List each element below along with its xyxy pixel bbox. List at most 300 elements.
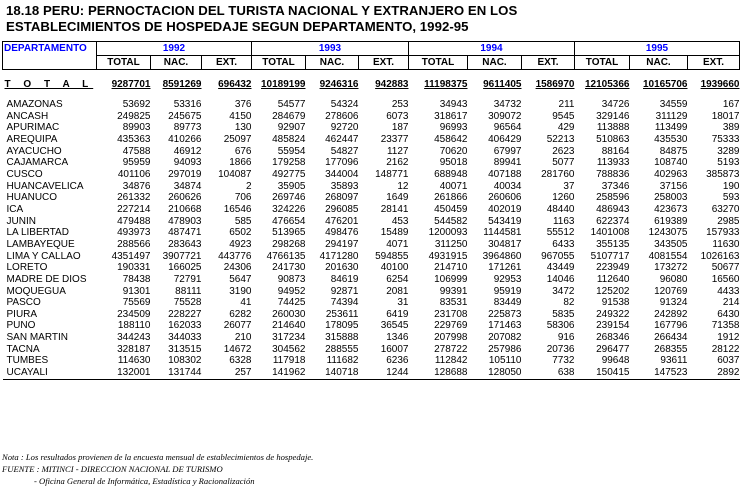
table-cell: 268097 (325, 192, 359, 204)
table-cell: 313515 (168, 343, 202, 355)
table-cell: 190 (722, 180, 740, 192)
table-cell: 261866 (434, 192, 468, 204)
table-cell: 688948 (434, 168, 468, 180)
table-cell: 453 (391, 215, 409, 227)
source-office-text: - Oficina General de Informática, Estadística y Racionalización (34, 476, 255, 486)
table-row (3, 99, 740, 111)
table-cell: 487471 (168, 227, 202, 239)
table-cell: 4766135 (266, 250, 306, 262)
table-cell: 92953 (493, 273, 522, 285)
table-cell: 498476 (325, 227, 359, 239)
table-cell: 916 (557, 332, 575, 344)
table-cell: 513965 (272, 227, 306, 239)
table-cell: 37 (563, 180, 575, 192)
table-cell: 443776 (218, 250, 252, 262)
table-cell: 304562 (272, 343, 306, 355)
table-cell: 201630 (325, 262, 359, 274)
table-cell: 317234 (272, 332, 306, 344)
table-cell: 1200093 (428, 227, 468, 239)
table-cell: 31 (397, 297, 409, 309)
table-cell: 402019 (488, 203, 522, 215)
department-header: DEPARTAMENTO (3, 42, 97, 70)
table-cell: 148771 (375, 168, 409, 180)
table-cell: 1163 (552, 215, 575, 227)
table-cell: 210668 (168, 203, 202, 215)
table-cell: 3964860 (482, 250, 522, 262)
table-cell: 288566 (117, 238, 151, 250)
column-header-nac: NAC. (306, 56, 359, 70)
total-label: T O T A L (4, 79, 94, 90)
table-cell: 315888 (325, 332, 359, 344)
table-cell: 6502 (229, 227, 252, 239)
table-row (3, 309, 740, 321)
table-row (3, 169, 740, 181)
table-cell: 34874 (173, 180, 202, 192)
table-cell: 132001 (97, 367, 151, 379)
table-cell: 241730 (272, 262, 306, 274)
total-value: 1939660 (700, 79, 740, 90)
table-cell: 4071 (386, 238, 409, 250)
table-cell: 268355 (654, 343, 688, 355)
table-row (3, 157, 740, 169)
table-cell: 967055 (541, 250, 575, 262)
department-name: CUSCO (6, 168, 43, 180)
table-cell: 34559 (659, 99, 688, 110)
table-cell: 288555 (325, 343, 359, 355)
table-cell: 543419 (488, 215, 522, 227)
table-cell: 16546 (223, 203, 252, 215)
table-cell: 140718 (306, 367, 359, 379)
table-cell: 227214 (117, 203, 151, 215)
table-cell: 106999 (434, 273, 468, 285)
table-cell: 12 (397, 180, 409, 192)
table-cell: 54324 (330, 99, 359, 110)
table-cell: 638 (522, 367, 575, 379)
table-cell: 593 (722, 192, 740, 204)
total-value: 9611405 (483, 79, 522, 90)
table-cell: 28122 (711, 343, 740, 355)
department-name: UCAYALI (3, 367, 97, 379)
column-header-nac: NAC. (151, 56, 202, 70)
table-cell: 223949 (596, 262, 630, 274)
table-cell: 294197 (325, 238, 359, 250)
table-cell: 429 (557, 122, 575, 134)
table-cell: 84875 (659, 145, 688, 157)
table-cell: 510863 (596, 133, 630, 145)
table-cell: 125202 (596, 285, 630, 297)
table-cell: 171463 (488, 320, 522, 332)
table-cell: 166025 (168, 262, 202, 274)
table-cell: 324226 (272, 203, 306, 215)
table-cell: 53316 (173, 99, 202, 110)
table-cell: 75528 (173, 297, 202, 309)
table-cell: 249322 (596, 308, 630, 320)
table-cell: 157933 (706, 227, 740, 239)
table-cell: 462447 (325, 133, 359, 145)
table-cell: 355135 (596, 238, 630, 250)
table-cell: 50677 (711, 262, 740, 274)
table-cell: 458642 (434, 133, 468, 145)
table-cell: 40034 (493, 180, 522, 192)
table-cell: 16007 (380, 343, 409, 355)
table-cell: 78438 (122, 273, 151, 285)
department-name: LA LIBERTAD (6, 227, 69, 239)
table-cell: 479488 (117, 215, 151, 227)
table-cell: 130 (234, 122, 252, 134)
table-cell: 141962 (252, 367, 306, 379)
table-cell: 344243 (117, 332, 151, 344)
table-cell: 239154 (596, 320, 630, 332)
table-cell: 83449 (493, 297, 522, 309)
table-cell: 75569 (122, 297, 151, 309)
table-cell: 92871 (330, 285, 359, 297)
table-cell: 2162 (386, 157, 409, 169)
table-row (3, 146, 740, 158)
table-row (3, 344, 740, 356)
footnotes (2, 451, 313, 487)
column-header-nac: NAC. (630, 56, 688, 70)
table-cell: 94952 (277, 285, 306, 297)
column-header-ext: EXT. (688, 56, 740, 70)
table-cell: 253 (391, 99, 409, 110)
table-cell: 344033 (168, 332, 202, 344)
table-cell: 96564 (493, 122, 522, 134)
table-cell: 245675 (168, 110, 202, 122)
table-cell: 95018 (439, 157, 468, 169)
table-cell: 6037 (717, 355, 740, 367)
table-cell: 261332 (117, 192, 151, 204)
table-cell: 99391 (439, 285, 468, 297)
table-row (3, 286, 740, 298)
table-cell: 167 (722, 99, 740, 110)
table-cell: 402963 (654, 168, 688, 180)
table-cell: 91301 (122, 285, 151, 297)
table-cell: 34726 (601, 99, 630, 110)
table-cell: 35893 (330, 180, 359, 192)
table-cell: 171261 (488, 262, 522, 274)
table-cell: 6254 (386, 273, 409, 285)
table-cell: 4931915 (428, 250, 468, 262)
table-cell: 46912 (173, 145, 202, 157)
table-cell: 284679 (272, 110, 306, 122)
year-header-1992: 1992 (97, 42, 252, 56)
table-cell: 24306 (223, 262, 252, 274)
department-name: LORETO (6, 262, 48, 274)
table-row (3, 320, 740, 332)
table-cell: 14672 (223, 343, 252, 355)
table-cell: 234509 (117, 308, 151, 320)
table-cell: 70620 (439, 145, 468, 157)
table-cell: 329146 (596, 110, 630, 122)
table-row (3, 367, 740, 379)
table-cell: 82 (563, 297, 575, 309)
total-value: 11198375 (424, 79, 468, 90)
table-cell: 266434 (654, 332, 688, 344)
table-cell: 3289 (717, 145, 740, 157)
table-cell: 34732 (493, 99, 522, 110)
table-cell: 249825 (117, 110, 151, 122)
total-value: 942883 (375, 79, 409, 90)
table-cell: 304817 (488, 238, 522, 250)
table-cell: 2081 (386, 285, 409, 297)
table-cell: 435530 (654, 133, 688, 145)
table-cell: 1260 (552, 192, 575, 204)
table-cell: 2985 (717, 215, 740, 227)
table-cell: 35905 (277, 180, 306, 192)
table-cell: 74425 (277, 297, 306, 309)
department-name: JUNIN (6, 215, 36, 227)
table-cell: 91538 (601, 297, 630, 309)
table-cell: 343505 (654, 238, 688, 250)
table-cell: 389 (722, 122, 740, 134)
table-cell: 84619 (330, 273, 359, 285)
table-cell: 788836 (596, 168, 630, 180)
table-cell: 4351497 (111, 250, 151, 262)
table-cell: 55954 (277, 145, 306, 157)
table-cell: 88164 (601, 145, 630, 157)
table-cell: 25097 (223, 133, 252, 145)
table-cell: 96080 (659, 273, 688, 285)
table-cell: 52213 (546, 133, 575, 145)
table-cell: 128050 (468, 367, 522, 379)
department-name: TUMBES (6, 355, 49, 367)
table-cell: 53692 (122, 99, 151, 110)
table-row (3, 355, 740, 367)
table-cell: 20736 (546, 343, 575, 355)
table-cell: 92907 (277, 122, 306, 134)
table-cell: 11630 (712, 238, 740, 250)
department-name: LAMBAYEQUE (6, 238, 75, 250)
table-cell: 91324 (659, 297, 688, 309)
table-cell: 105110 (488, 355, 522, 367)
table-cell: 112640 (596, 273, 630, 285)
department-name: APURIMAC (6, 122, 60, 134)
column-header-nac: NAC. (468, 56, 522, 70)
table-cell: 34876 (122, 180, 151, 192)
table-cell: 114630 (117, 355, 151, 367)
table-row (3, 192, 740, 204)
department-name: CAJAMARCA (6, 157, 69, 169)
total-row (3, 77, 740, 92)
table-cell: 94093 (173, 157, 202, 169)
header-separator (3, 70, 740, 78)
table-cell: 43449 (546, 262, 575, 274)
table-cell: 173272 (654, 262, 688, 274)
header-row-years (3, 42, 740, 56)
table-cell: 1144581 (483, 227, 522, 239)
table-cell: 89773 (173, 122, 202, 134)
total-value: 12105366 (585, 79, 630, 90)
table-row (3, 204, 740, 216)
table-cell: 278606 (325, 110, 359, 122)
table-cell: 6073 (386, 110, 409, 122)
table-cell: 5647 (229, 273, 252, 285)
table-cell: 493973 (117, 227, 151, 239)
table-cell: 67997 (493, 145, 522, 157)
table-cell: 26077 (223, 320, 252, 332)
total-value: 8591269 (162, 79, 202, 90)
total-value: 10165706 (643, 79, 688, 90)
table-cell: 9545 (552, 110, 575, 122)
source-text: FUENTE : MITINCI - DIRECCION NACIONAL DE TURISMO (2, 464, 223, 474)
table-row (3, 251, 740, 263)
table-cell: 476654 (272, 215, 306, 227)
table-cell: 113888 (596, 122, 630, 134)
table-cell: 41 (240, 297, 252, 309)
table-cell: 108302 (168, 355, 202, 367)
year-header-1993: 1993 (252, 42, 409, 56)
table-cell: 6236 (386, 355, 409, 367)
table-cell: 95919 (493, 285, 522, 297)
table-cell: 117918 (272, 355, 306, 367)
table-cell: 210 (234, 332, 252, 344)
table-cell: 4150 (229, 110, 252, 122)
table-cell: 1866 (229, 157, 252, 169)
year-header-1995: 1995 (575, 42, 740, 56)
table-cell: 16560 (711, 273, 740, 285)
table-cell: 401106 (117, 168, 151, 180)
table-cell: 622374 (596, 215, 630, 227)
table-cell: 257986 (488, 343, 522, 355)
table-cell: 214640 (272, 320, 306, 332)
table-cell: 385873 (706, 168, 740, 180)
table-cell: 178095 (325, 320, 359, 332)
table-cell: 585 (234, 215, 252, 227)
table-cell: 58306 (546, 320, 575, 332)
table-cell: 104087 (218, 168, 252, 180)
table-cell: 1244 (359, 367, 409, 379)
table-row (3, 262, 740, 274)
table-cell: 211 (558, 99, 575, 110)
table-cell: 478903 (168, 215, 202, 227)
table-cell: 407188 (488, 168, 522, 180)
table-cell: 423673 (654, 203, 688, 215)
table-title (6, 3, 517, 35)
table-cell: 108740 (654, 157, 688, 169)
table-cell: 311250 (434, 238, 468, 250)
title-line-1: 18.18 PERU: PERNOCTACION DEL TURISTA NACIONAL Y EXTRANJERO EN LOS (6, 3, 518, 18)
table-cell: 99648 (601, 355, 630, 367)
department-name: LIMA Y CALLAO (6, 250, 81, 262)
table-cell: 311129 (655, 110, 688, 122)
table-cell: 207082 (488, 332, 522, 344)
table-cell: 113933 (596, 157, 630, 169)
department-name: MADRE DE DIOS (6, 273, 87, 285)
table-cell: 55512 (546, 227, 575, 239)
table-cell: 83531 (439, 297, 468, 309)
table-cell: 214710 (434, 262, 468, 274)
table-cell: 96993 (439, 122, 468, 134)
header-row-columns (3, 56, 740, 70)
table-cell: 3190 (229, 285, 252, 297)
table-cell: 435363 (117, 133, 151, 145)
table-cell: 128688 (409, 367, 468, 379)
table-row (3, 332, 740, 344)
table-cell: 28141 (380, 203, 409, 215)
table-cell: 75333 (711, 133, 740, 145)
table-cell: 450459 (434, 203, 468, 215)
table-cell: 406429 (488, 133, 522, 145)
table-cell: 18017 (711, 110, 740, 122)
table-cell: 485824 (272, 133, 306, 145)
total-value: 696432 (218, 79, 252, 90)
table-cell: 15489 (380, 227, 409, 239)
table-cell: 298268 (272, 238, 306, 250)
department-name: HUANCAVELICA (6, 180, 84, 192)
table-cell: 3472 (552, 285, 575, 297)
table-cell: 225873 (488, 308, 522, 320)
table-cell: 89941 (493, 157, 522, 169)
table-row (3, 274, 740, 286)
table-row (3, 297, 740, 309)
table-cell: 89903 (122, 122, 151, 134)
table-row (3, 134, 740, 146)
table-cell: 278722 (434, 343, 468, 355)
table-row (3, 227, 740, 239)
department-name: SAN MARTIN (6, 332, 68, 344)
table-cell: 260626 (168, 192, 202, 204)
table-cell: 328187 (117, 343, 151, 355)
column-header-ext: EXT. (202, 56, 252, 70)
table-cell: 6430 (717, 308, 740, 320)
table-cell: 1401008 (590, 227, 630, 239)
table-cell: 72791 (173, 273, 202, 285)
table-cell: 706 (234, 192, 252, 204)
table-cell: 318617 (434, 110, 468, 122)
table-cell: 5077 (552, 157, 575, 169)
table-cell: 4433 (717, 285, 740, 297)
table-cell: 258003 (654, 192, 688, 204)
table-cell: 187 (391, 122, 409, 134)
table-cell: 90873 (277, 273, 306, 285)
table-cell: 492775 (272, 168, 306, 180)
total-value: 9246316 (319, 79, 359, 90)
table-cell: 95959 (122, 157, 151, 169)
department-name: PIURA (6, 308, 38, 320)
table-cell: 258596 (596, 192, 630, 204)
table-cell: 242892 (654, 308, 688, 320)
spacer-row (3, 92, 740, 99)
column-header-ext: EXT. (359, 56, 409, 70)
table-cell: 2 (245, 180, 252, 192)
table-cell: 283643 (168, 238, 202, 250)
table-row (3, 111, 740, 123)
table-cell: 6433 (552, 238, 575, 250)
table-cell: 544582 (434, 215, 468, 227)
table-cell: 131744 (151, 367, 202, 379)
total-value: 1586970 (535, 79, 575, 90)
table-cell: 6328 (229, 355, 252, 367)
table-cell: 594855 (375, 250, 409, 262)
table-cell: 1912 (717, 332, 740, 344)
column-header-total: TOTAL (252, 56, 306, 70)
table-cell: 92720 (330, 122, 359, 134)
table-cell: 297019 (168, 168, 202, 180)
table-cell: 190331 (117, 262, 151, 274)
table-cell: 147523 (630, 367, 688, 379)
table-cell: 74394 (330, 297, 359, 309)
table-cell: 179258 (272, 157, 306, 169)
table-cell: 476201 (325, 215, 359, 227)
note-text: Nota : Los resultados provienen de la encuesta mensual de establecimientos de hospedaje. (2, 452, 314, 462)
table-cell: 93611 (660, 355, 688, 367)
table-cell: 281760 (541, 168, 575, 180)
table-cell: 376 (234, 99, 252, 110)
table-cell: 112842 (434, 355, 468, 367)
table-cell: 37156 (659, 180, 688, 192)
table-cell: 309072 (488, 110, 522, 122)
table-cell: 37346 (601, 180, 630, 192)
